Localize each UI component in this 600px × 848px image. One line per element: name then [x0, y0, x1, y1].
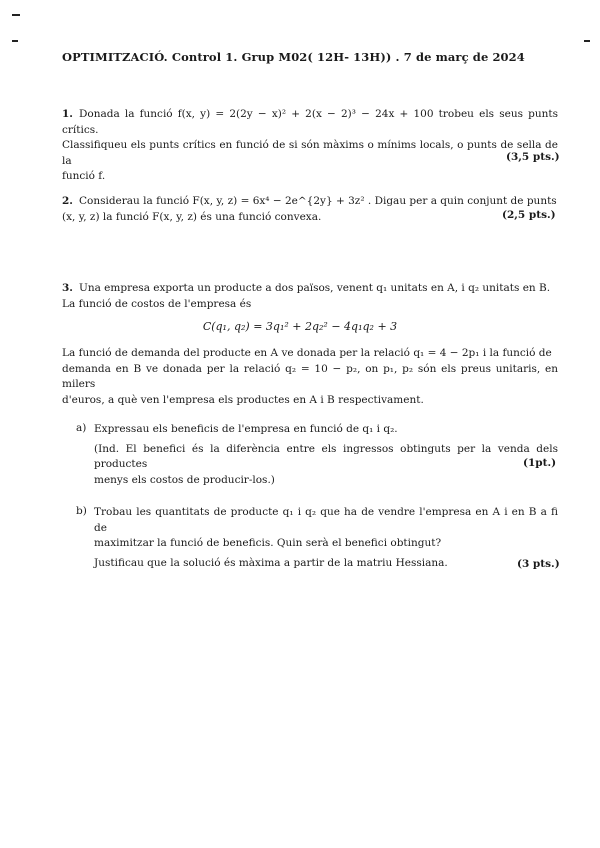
- corner-mark-left: [12, 40, 18, 42]
- cost-function-formula: C(q₁, q₂) = 3q₁² + 2q₂² − 4q₁q₂ + 3: [202, 320, 398, 333]
- question-1-points: (3,5 pts.): [506, 151, 560, 163]
- part-a-line-1: Expressau els beneficis de l'empresa en funció de q₁ i q₂.: [94, 423, 398, 435]
- part-b: [94, 505, 558, 571]
- question-1: [62, 107, 558, 185]
- question-2-points: (2,5 pts.): [502, 209, 556, 221]
- question-3-number: 3.: [62, 282, 73, 294]
- question-2-line-1: 2. Considerau la funció F(x, y, z) = 6x⁴ − 2e^{2y} + 3z² . Digau per a quin conjunt de punts: [62, 195, 557, 207]
- question-1-line-2: Classifiqueu els punts crítics en funció de si són màxims o mínims locals, o punts de sella de la: [62, 139, 558, 167]
- question-2: [62, 194, 558, 225]
- part-b-line-2: maximitzar la funció de beneficis. Quin serà el benefici obtingut?: [94, 537, 442, 549]
- question-1-line-3: funció f.: [62, 170, 106, 182]
- part-a-points: (1pt.): [523, 457, 557, 469]
- part-b-line-3: Justificau que la solució és màxima a partir de la matriu Hessiana.: [94, 556, 448, 569]
- question-1-line-1: 1. Donada la funció f(x, y) = 2(2y − x)² + 2(x − 2)³ − 24x + 100 trobeu els seus punts crítics.: [62, 108, 558, 136]
- part-b-label: b): [76, 505, 87, 517]
- question-1-number: 1.: [62, 108, 73, 120]
- question-2-line-2: (x, y, z) la funció F(x, y, z) és una funció convexa.: [62, 210, 322, 223]
- corner-mark-top-left: [12, 14, 20, 16]
- corner-mark-right: [584, 40, 590, 42]
- part-a-line-2: (Ind. El benefici és la diferència entre els ingressos obtinguts per la venda dels productes: [94, 442, 558, 470]
- question-3-demand: [62, 346, 558, 408]
- question-3-intro: [62, 281, 558, 312]
- part-a: [94, 422, 558, 488]
- question-3-line-5: d'euros, a què ven l'empresa els productes en A i B respectivament.: [62, 393, 424, 406]
- question-3-line-2: La funció de costos de l'empresa és: [62, 297, 252, 310]
- part-a-line-3: menys els costos de producir-los.): [94, 473, 275, 486]
- question-3-line-1: 3. Una empresa exporta un producte a dos països, venent q₁ unitats en A, i q₂ unitats en B.: [62, 282, 551, 294]
- question-2-number: 2.: [62, 195, 73, 207]
- part-b-line-1: Trobau les quantitats de producte q₁ i q₂ que ha de vendre l'empresa en A i en B a fi de: [94, 506, 558, 534]
- part-b-points: (3 pts.): [517, 558, 560, 570]
- part-a-label: a): [76, 422, 87, 434]
- exam-title: OPTIMITZACIÓ. Control 1. Grup M02( 12H- 13H)) . 7 de març de 2024: [62, 50, 525, 64]
- question-3-line-3: La funció de demanda del producte en A ve donada per la relació q₁ = 4 − 2p₁ i la funció de: [62, 347, 552, 359]
- question-3-line-4: demanda en B ve donada per la relació q₂ = 10 − p₂, on p₁, p₂ són els preus unitaris, en milers: [62, 362, 558, 390]
